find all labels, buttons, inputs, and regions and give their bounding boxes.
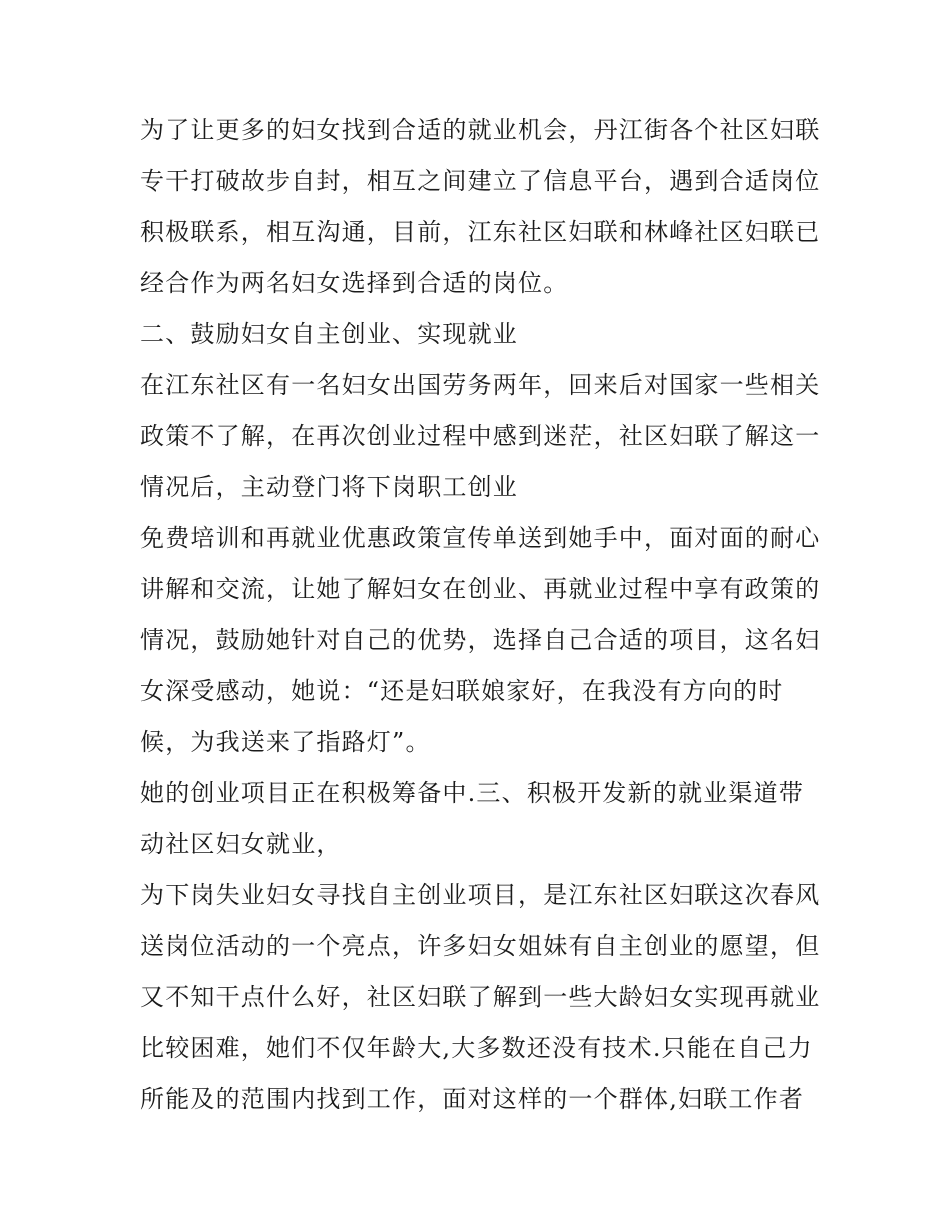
text-line: 经合作为两名妇女选择到合适的岗位。 — [140, 269, 569, 297]
text-line: 所能及的范围内找到工作，面对这样的一个群体,妇联工作者 — [140, 1085, 805, 1113]
text-line: 讲解和交流，让她了解妇女在创业、再就业过程中享有政策的 — [140, 575, 821, 603]
text-line: 女深受感动，她说：“还是妇联娘家好，在我没有方向的时 — [140, 677, 784, 705]
text-line: 动社区妇女就业， — [140, 830, 342, 858]
text-line: 积极联系，相互沟通，目前，江东社区妇联和林峰社区妇联已 — [140, 218, 821, 246]
text-line: 为下岗失业妇女寻找自主创业项目，是江东社区妇联这次春风 — [140, 881, 821, 909]
text-line: 情况后，主动登门将下岗职工创业 — [140, 473, 518, 501]
section-heading: 二、鼓励妇女自主创业、实现就业 — [140, 320, 518, 348]
text-line: 免费培训和再就业优惠政策宣传单送到她手中，面对面的耐心 — [140, 524, 821, 552]
text-line: 政策不了解，在再次创业过程中感到迷茫，社区妇联了解这一 — [140, 422, 821, 450]
text-line: 送岗位活动的一个亮点，许多妇女姐妹有自主创业的愿望，但 — [140, 932, 821, 960]
text-line: 候，为我送来了指路灯”。 — [140, 728, 431, 756]
text-line: 她的创业项目正在积极筹备中.三、积极开发新的就业渠道带 — [140, 779, 805, 807]
text-line: 情况，鼓励她针对自己的优势，选择自己合适的项目，这名妇 — [140, 626, 821, 654]
text-line: 在江东社区有一名妇女出国劳务两年，回来后对国家一些相关 — [140, 371, 821, 399]
text-line: 又不知干点什么好，社区妇联了解到一些大龄妇女实现再就业 — [140, 983, 821, 1011]
document-body — [140, 105, 820, 1125]
text-line: 比较困难，她们不仅年龄大,大多数还没有技术.只能在自己力 — [140, 1034, 813, 1062]
text-line: 专干打破故步自封，相互之间建立了信息平台，遇到合适岗位 — [140, 167, 821, 195]
text-line: 为了让更多的妇女找到合适的就业机会，丹江街各个社区妇联 — [140, 116, 821, 144]
